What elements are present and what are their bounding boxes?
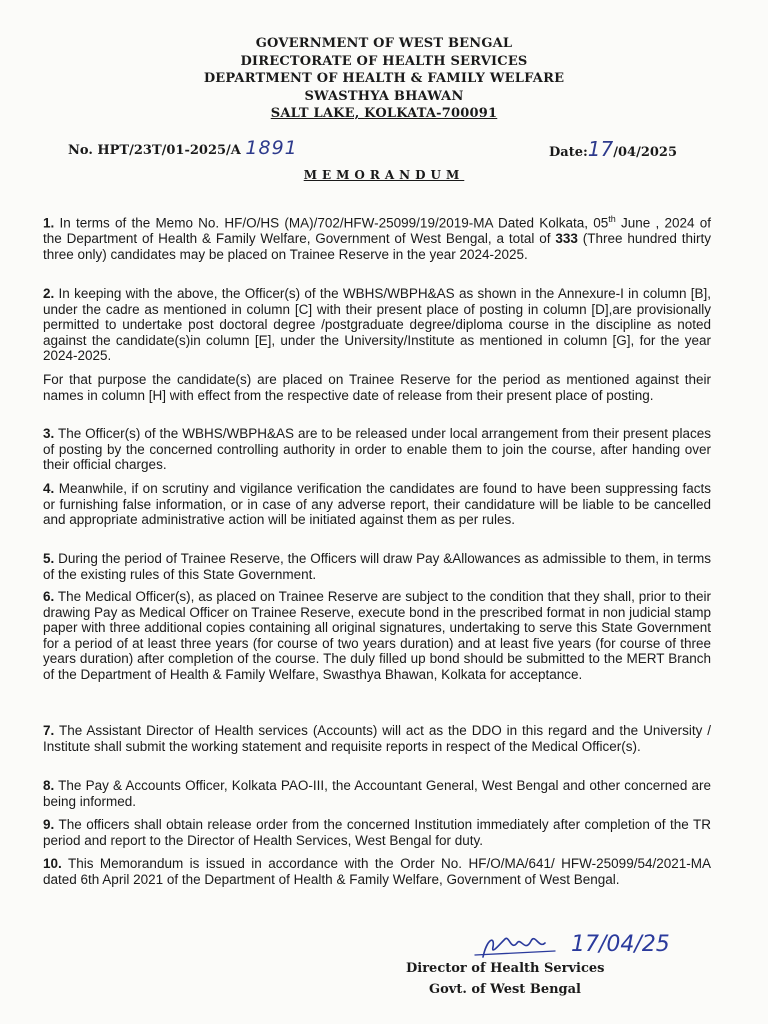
para-text: The Assistant Director of Health services (Accounts) will act as the DDO in this regard and the University / Institute shall submit the working statement and requisite reports in respect of the Medical Officer(s). — [43, 723, 711, 754]
para-text: June , 2024 of the Department of Health & Family Welfare, Government of West Bengal, a total of — [43, 215, 711, 246]
memo-date — [549, 137, 677, 161]
paragraph-2b — [43, 372, 711, 403]
candidate-count: 333 — [555, 231, 578, 246]
signature-date: 17/04/25 — [571, 932, 670, 957]
para-number: 10. — [43, 856, 62, 871]
paragraph-8 — [43, 778, 711, 809]
date-rest: /04/2025 — [613, 145, 678, 160]
paragraph-2 — [43, 286, 711, 364]
date-handwritten-day: 17 — [587, 137, 614, 161]
signatory-block — [406, 958, 605, 1000]
memo-number-handwritten: 1891 — [245, 137, 298, 159]
header-directorate: DIRECTORATE OF HEALTH SERVICES — [240, 53, 528, 69]
paragraph-1 — [43, 212, 711, 262]
para-text: The Pay & Accounts Officer, Kolkata PAO-III, the Accountant General, West Bengal and other concerned are being informed. — [43, 778, 711, 809]
paragraph-7 — [43, 723, 711, 754]
para-number: 2. — [43, 286, 55, 301]
signatory-designation: Director of Health Services — [406, 961, 605, 976]
para-number: 9. — [43, 817, 55, 832]
signatory-org: Govt. of West Bengal — [429, 982, 581, 997]
paragraph-5 — [43, 551, 711, 582]
para-text: In keeping with the above, the Officer(s) of the WBHS/WBPH&AS as shown in the Annexure-I in column [B], under the cadre as mentioned in column [C] with their present place of posting in column [D],are provisionally permitted to undertake post doctoral degree /postgraduate degree/diploma course in the discipline as noted against the candidate(s)in column [E], under the University/Institute as mentioned in column [G], for the year 2024-2025. — [43, 286, 711, 363]
header-department: DEPARTMENT OF HEALTH & FAMILY WELFARE — [203, 71, 565, 86]
para-text: During the period of Trainee Reserve, the Officers will draw Pay &Allowances as admissible to them, in terms of the existing rules of this State Government. — [43, 551, 711, 582]
header-government: GOVERNMENT OF WEST BENGAL — [255, 36, 513, 51]
para-text: The Officer(s) of the WBHS/WBPH&AS are to be released under local arrangement from their present places of posting by the concerned controlling authority in order to enable them to join the course, after handing over their official charges. — [43, 426, 711, 472]
para-number: 6. — [43, 589, 55, 604]
memo-title: MEMORANDUM — [303, 168, 465, 182]
header-address: SALT LAKE, KOLKATA-700091 — [270, 106, 498, 121]
para-number: 4. — [43, 481, 55, 496]
date-label: Date: — [549, 145, 588, 160]
para-text: In terms of the Memo No. HF/O/HS (MA)/702/HFW-25099/19/2019-MA Dated Kolkata, 05 — [59, 215, 609, 231]
para-number: 7. — [43, 723, 55, 738]
para-text: Meanwhile, if on scrutiny and vigilance verification the candidates are found to have been suppressing facts or furnishing false information, or in case of any adverse report, their candidature will be liable to be cancelled and appropriate administrative action will be initiated against them as per rules. — [43, 481, 711, 527]
paragraph-6 — [43, 589, 711, 682]
para-text: The officers shall obtain release order from the concerned Institution immediately after completion of the TR period and report to the Director of Health Services, West Bengal for duty. — [43, 817, 711, 848]
paragraph-4 — [43, 481, 711, 528]
para-number: 8. — [43, 778, 55, 793]
paragraph-10 — [43, 856, 711, 887]
para-text: The Medical Officer(s), as placed on Trainee Reserve are subject to the condition that they shall, prior to their drawing Pay as Medical Officer on Trainee Reserve, execute bond in the prescribed format in non judicial stamp paper with three additional copies containing all original signatures, undertaking to serve this State Government for a period of at least three years (for course of two years duration) and at least five years (for course of three years duration) after completion of the course. The duly filled up bond should be submitted to the MERT Branch of the Department of Health & Family Welfare, Swasthya Bhawan, Kolkata for acceptance. — [43, 589, 711, 682]
memo-number-prefix: No. HPT/23T/01-2025/A — [68, 143, 241, 158]
para-number: 1. — [43, 215, 55, 231]
paragraph-9 — [43, 817, 711, 848]
para-text: (Three hundred thirty three only) candidates may be placed on Trainee Reserve in the year 2024-2025. — [43, 231, 711, 262]
para-number: 3. — [43, 426, 55, 441]
letterhead — [0, 35, 768, 123]
para-number: 5. — [43, 551, 55, 566]
header-building: SWASTHYA BHAWAN — [304, 88, 464, 104]
paragraph-3 — [43, 426, 711, 473]
para-text: For that purpose the candidate(s) are placed on Trainee Reserve for the period as mentioned against their names in column [H] with effect from the respective date of release from their present place of posting. — [43, 372, 711, 403]
memo-number — [68, 137, 298, 159]
para-text: This Memorandum is issued in accordance with the Order No. HF/O/MA/641/ HFW-25099/54/2021-MA dated 6th April 2021 of the Department of Health & Family Welfare, Government of West Bengal. — [43, 856, 711, 887]
superscript: th — [608, 214, 616, 224]
